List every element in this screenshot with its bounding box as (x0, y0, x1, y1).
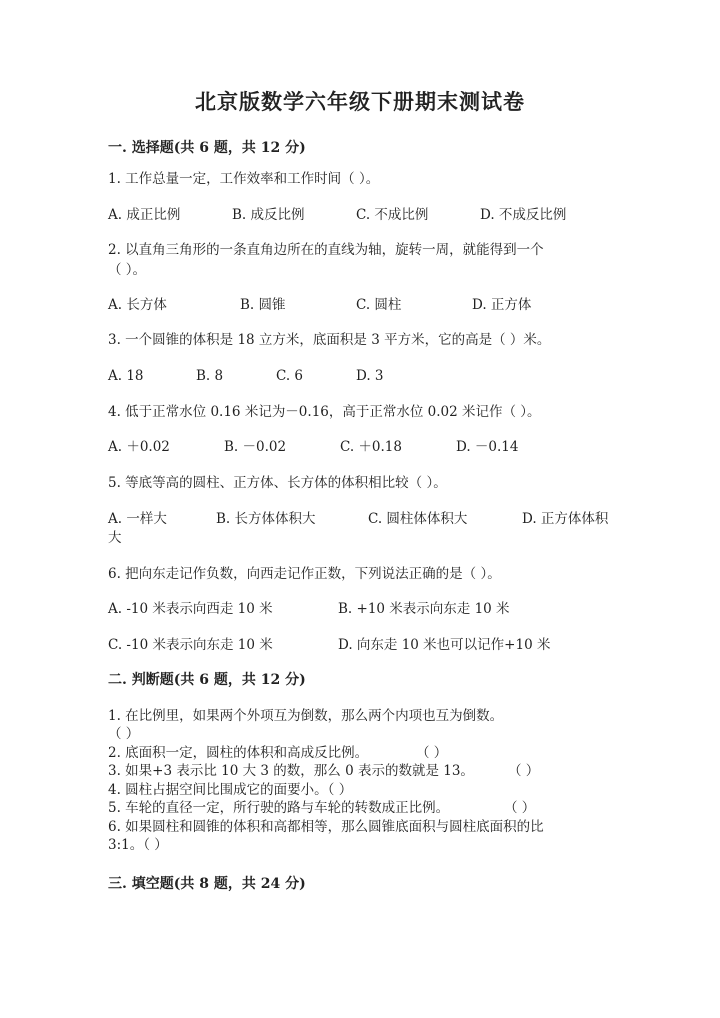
judge-item: 3. 如果+3 表示比 10 大 3 的数，那么 0 表示的数就是 13。 (108, 763, 474, 779)
option: A. -10 米表示向西走 10 米 (108, 601, 273, 617)
question-stem: 4. 低于正常水位 0.16 米记为－0.16，高于正常水位 0.02 米记作（ ）。 (108, 404, 541, 420)
question-stem: 6. 把向东走记作负数，向西走记作正数，下列说法正确的是（ ）。 (108, 566, 501, 582)
judge-item: 2. 底面积一定，圆柱的体积和高成反比例。 (108, 745, 369, 761)
answer-paren: （ ） (504, 800, 536, 816)
option: C. 圆柱 (356, 297, 402, 313)
option: D. 正方体 (472, 297, 532, 313)
question-stem: 3. 一个圆锥的体积是 18 立方米，底面积是 3 平方米，它的高是（ ）米。 (108, 332, 551, 348)
question-stem: 1. 工作总量一定，工作效率和工作时间（ ）。 (108, 171, 380, 187)
option: A. 18 (108, 368, 144, 384)
option: D. 3 (356, 368, 384, 384)
option: A. ＋0.02 (108, 439, 170, 455)
option: D. 正方体体积 (522, 511, 609, 527)
option: B. 8 (196, 368, 224, 384)
option: D. 不成反比例 (480, 207, 567, 223)
judge-item: 3:1。（ ） (108, 837, 168, 853)
judge-item: 1. 在比例里，如果两个外项互为倒数，那么两个内项也互为倒数。 (108, 708, 504, 724)
option: B. 长方体体积大 (216, 511, 316, 527)
option: C. ＋0.18 (340, 439, 402, 455)
judge-item: 5. 车轮的直径一定，所行驶的路与车轮的转数成正比例。 (108, 800, 450, 816)
option: D. －0.14 (456, 439, 519, 455)
option: A. 长方体 (108, 297, 167, 313)
answer-paren: （ ） (508, 763, 540, 779)
option: A. 成正比例 (108, 207, 181, 223)
question-stem: 2. 以直角三角形的一条直角边所在的直线为轴，旋转一周，就能得到一个 (108, 242, 544, 258)
option: B. +10 米表示向东走 10 米 (338, 601, 510, 617)
question-stem-continued: （ ）。 (108, 262, 147, 278)
question-stem: 5. 等底等高的圆柱、正方体、长方体的体积相比较（ ）。 (108, 475, 447, 491)
section-heading: 二. 判断题(共 6 题，共 12 分) (108, 672, 306, 688)
section-heading: 一. 选择题(共 6 题，共 12 分) (108, 140, 306, 156)
option: B. －0.02 (224, 439, 287, 455)
option: C. 6 (276, 368, 304, 384)
option: B. 圆锥 (240, 297, 286, 313)
judge-item: （ ） (108, 726, 140, 742)
option: B. 成反比例 (232, 207, 305, 223)
option: C. 不成比例 (356, 207, 429, 223)
option: D. 向东走 10 米也可以记作+10 米 (338, 637, 551, 653)
option-wrap: 大 (108, 530, 122, 546)
option: C. 圆柱体体积大 (368, 511, 468, 527)
judge-item: 4. 圆柱占据空间比围成它的面要小。（ ） (108, 782, 353, 798)
option: A. 一样大 (108, 511, 167, 527)
answer-paren: （ ） (416, 745, 448, 761)
judge-item: 6. 如果圆柱和圆锥的体积和高都相等，那么圆锥底面积与圆柱底面积的比 (108, 819, 544, 835)
page-title: 北京版数学六年级下册期末测试卷 (195, 89, 525, 114)
option: C. -10 米表示向东走 10 米 (108, 637, 273, 653)
section-heading: 三. 填空题(共 8 题，共 24 分) (108, 876, 306, 892)
